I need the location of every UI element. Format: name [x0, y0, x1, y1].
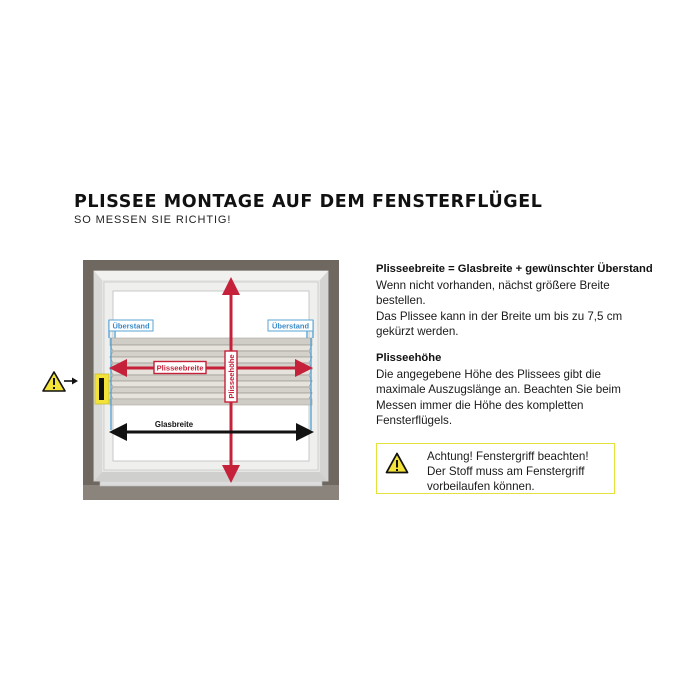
pleat-width-label: Plisseebreite — [156, 363, 204, 373]
pleated-fabric — [110, 345, 312, 399]
width-line-2: bestellen. — [376, 294, 426, 307]
blind-bottom-rail — [110, 399, 312, 405]
warning-line-3: vorbeilaufen können. — [427, 480, 535, 494]
width-heading: Plisseebreite = Glasbreite + gewünschter Überstand — [376, 263, 653, 275]
handle-warning-icon — [43, 372, 65, 391]
pleat-height-label: Plisseehöhe — [226, 354, 236, 399]
warning-text — [427, 449, 617, 495]
width-line-3: Das Plissee kann in der Breite um bis zu 7,5 cm — [376, 309, 623, 323]
handle-warning-box — [376, 443, 615, 494]
height-line-3: Messen immer die Höhe des kompletten — [376, 398, 584, 412]
window-handle — [95, 374, 109, 404]
width-line-4: gekürzt werden. — [376, 325, 459, 338]
width-explanation — [376, 262, 666, 340]
window-sill — [83, 485, 339, 500]
height-line-2: maximale Auszugslänge an. Beachten Sie beim — [376, 383, 621, 396]
handle-pointer-arrow-icon — [64, 378, 78, 385]
overhang-label-right: Überstand — [271, 321, 310, 331]
width-line-1: Wenn nicht vorhanden, nächst größere Breite — [376, 278, 610, 292]
warning-line-2: Der Stoff muss am Fenstergriff — [427, 465, 585, 479]
warning-triangle-icon — [385, 452, 409, 474]
height-explanation — [376, 351, 666, 429]
blind-top-rail — [110, 338, 312, 345]
height-line-4: Fensterflügels. — [376, 414, 453, 427]
height-line-1: Die angegebene Höhe des Plissees gibt die — [376, 367, 601, 381]
warning-line-1: Achtung! Fenstergriff beachten! — [427, 450, 589, 463]
overhang-label-left: Überstand — [112, 321, 150, 331]
page-title: PLISSEE MONTAGE AUF DEM FENSTERFLÜGEL — [74, 192, 543, 212]
window-diagram — [38, 250, 358, 510]
page-subtitle: SO MESSEN SIE RICHTIG! — [74, 214, 232, 226]
height-heading: Plisseehöhe — [376, 352, 442, 364]
glass-width-label: Glasbreite — [154, 420, 194, 429]
